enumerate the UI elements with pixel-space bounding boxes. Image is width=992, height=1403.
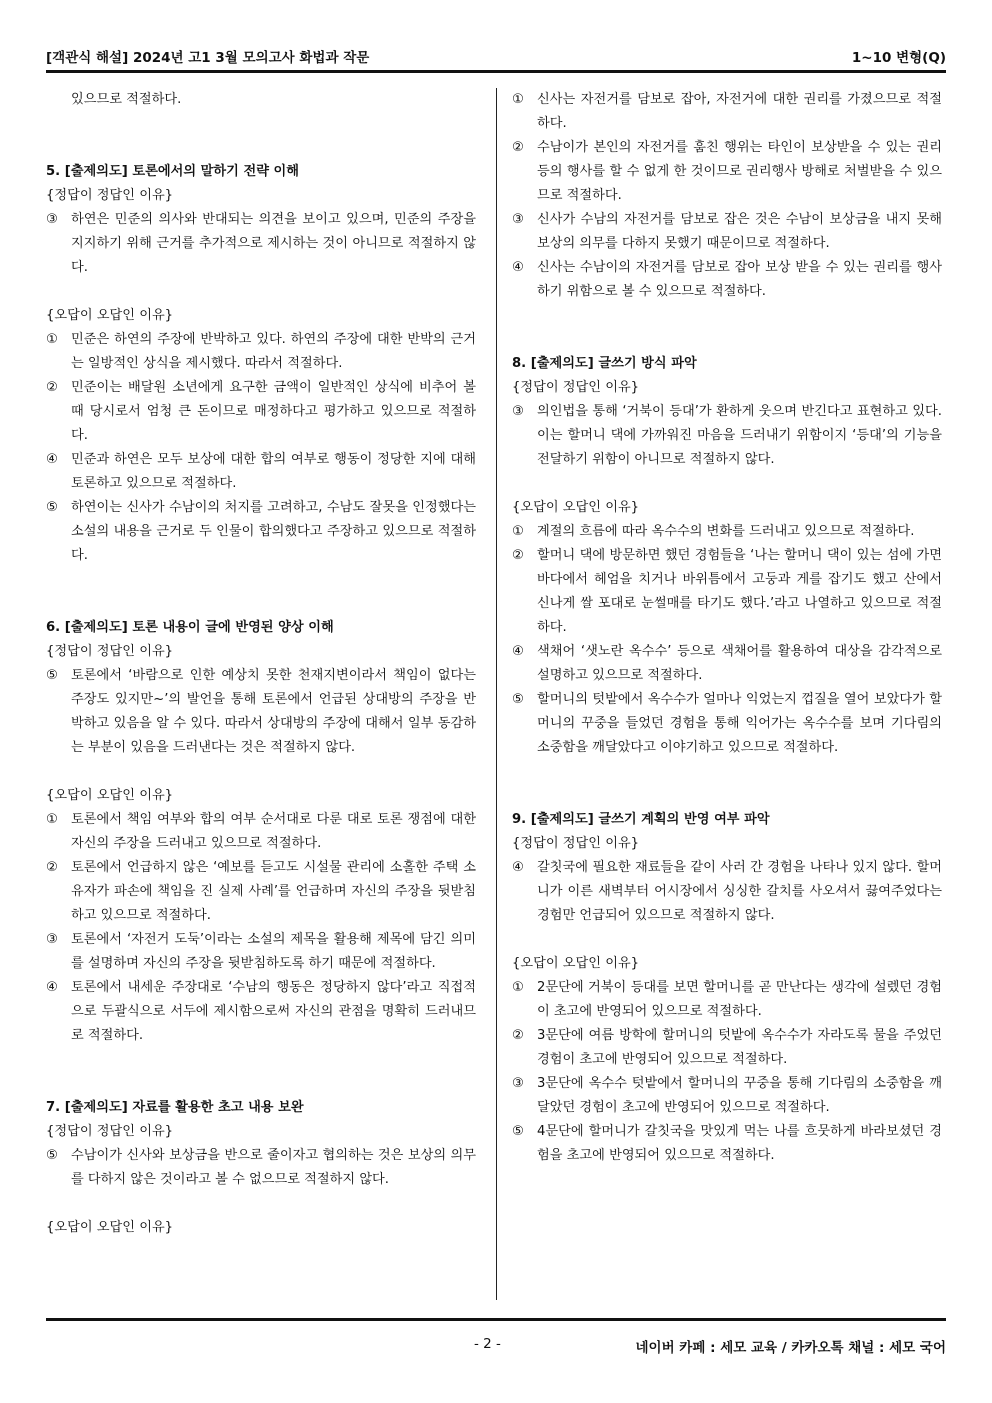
document-title: [객관식 해설] 2024년 고1 3월 모의고사 화법과 작문	[46, 50, 370, 66]
q5-wrong-item: ① 민준은 하연의 주장에 반박하고 있다. 하연의 주장에 대한 반박의 근거는 일방적인 상식을 제시했다. 따라서 적절하다.	[46, 332, 476, 371]
q5-wrong-item: ④ 민준과 하연은 모두 보상에 대한 합의 여부로 행동이 정당한 지에 대해 토론하고 있으므로 적절하다.	[46, 452, 476, 491]
q9-wrong-item: ② 3문단에 여름 방학에 할머니의 텃밭에 옥수수가 자라도록 물을 주었던 경험이 초고에 반영되어 있으므로 적절하다.	[512, 1028, 942, 1067]
q8-correct-item: ③ 의인법을 통해 ‘거북이 등대’가 환하게 웃으며 반긴다고 표현하고 있다. 이는 할머니 댁에 가까워진 마음을 드러내기 위함이지 ‘등대’의 기능을 전달하기 위함이 아니므로 적절하지 않다.	[512, 404, 942, 467]
q9-wrong-item: ③ 3문단에 옥수수 텃밭에서 할머니의 꾸중을 통해 기다림의 소중함을 깨달았던 경험이 초고에 반영되어 있으므로 적절하다.	[512, 1076, 942, 1115]
page-footer	[0, 1335, 946, 1359]
channel-info: 네이버 카페 : 세모 교육 / 카카오톡 채널 : 세모 국어	[635, 1340, 946, 1356]
left-column	[46, 88, 476, 1240]
q7-title: 7. [출제의도] 자료를 활용한 초고 내용 보완	[46, 1100, 304, 1115]
q8-wrong-item: ⑤ 할머니의 텃밭에서 옥수수가 얼마나 익었는지 껍질을 열어 보았다가 할머니의 꾸중을 들었던 경험을 통해 익어가는 옥수수를 보며 기다림의 소중함을 깨달았다고 이야기하고 있으므로 적절하다.	[512, 692, 942, 755]
q9-wrong-label: {오답이 오답인 이유}	[512, 956, 640, 971]
page-number: - 2 -	[474, 1336, 501, 1352]
q8-wrong-label: {오답이 오답인 이유}	[512, 500, 640, 515]
q6-wrong-item: ④ 토론에서 내세운 주장대로 ‘수남의 행동은 정당하지 않다’라고 직접적으로 두괄식으로 서두에 제시함으로써 자신의 관점을 명확히 드러내므로 적절하다.	[46, 980, 476, 1043]
q8-wrong-item: ④ 색채어 ‘샛노란 옥수수’ 등으로 색채어를 활용하여 대상을 감각적으로 설명하고 있으므로 적절하다.	[512, 644, 942, 683]
q5-correct-label: {정답이 정답인 이유}	[46, 188, 174, 203]
header-rule	[46, 70, 946, 73]
question-range: 1~10 변형(Q)	[851, 50, 946, 66]
q7-wrong-label: {오답이 오답인 이유}	[46, 1220, 174, 1235]
q8-correct-label: {정답이 정답인 이유}	[512, 380, 640, 395]
q8-wrong-item: ① 계절의 흐름에 따라 옥수수의 변화를 드러내고 있으므로 적절하다.	[512, 524, 915, 539]
q9-correct-label: {정답이 정답인 이유}	[512, 836, 640, 851]
q9-wrong-item: ① 2문단에 거북이 등대를 보면 할머니를 곧 만난다는 생각에 설렜던 경험이 초고에 반영되어 있으므로 적절하다.	[512, 980, 942, 1019]
continued-text: 있으므로 적절하다.	[71, 92, 182, 107]
q6-title: 6. [출제의도] 토론 내용이 글에 반영된 양상 이해	[46, 620, 334, 635]
q5-wrong-label: {오답이 오답인 이유}	[46, 308, 174, 323]
q5-correct-item: ③ 하연은 민준의 의사와 반대되는 의견을 보이고 있으며, 민준의 주장을 지지하기 위해 근거를 추가적으로 제시하는 것이 아니므로 적절하지 않다.	[46, 212, 476, 275]
q6-wrong-item: ② 토론에서 언급하지 않은 ‘예보를 듣고도 시설물 관리에 소홀한 주택 소유자가 파손에 책임을 진 실제 사례’를 언급하며 자신의 주장을 뒷받침하고 있으므로 적절하다.	[46, 860, 476, 923]
q5-wrong-item: ⑤ 하연이는 신사가 수남이의 처지를 고려하고, 수남도 잘못을 인정했다는 소설의 내용을 근거로 두 인물이 합의했다고 주장하고 있으므로 적절하다.	[46, 500, 476, 563]
page-header	[46, 44, 946, 70]
column-divider	[496, 88, 497, 1300]
q8-title: 8. [출제의도] 글쓰기 방식 파악	[512, 356, 697, 371]
q9-title: 9. [출제의도] 글쓰기 계획의 반영 여부 파악	[512, 812, 770, 827]
q7-correct-item: ⑤ 수남이가 신사와 보상금을 반으로 줄이자고 협의하는 것은 보상의 의무를 다하지 않은 것이라고 볼 수 없으므로 적절하지 않다.	[46, 1148, 476, 1187]
footer-rule	[46, 1318, 946, 1321]
q9-wrong-item: ⑤ 4문단에 할머니가 갈칫국을 맛있게 먹는 나를 흐뭇하게 바라보셨던 경험을 초고에 반영되어 있으므로 적절하다.	[512, 1124, 942, 1163]
q7-wrong-item: ③ 신사가 수남의 자전거를 담보로 잡은 것은 수남이 보상금을 내지 못해 보상의 의무를 다하지 못했기 때문이므로 적절하다.	[512, 212, 942, 251]
q9-correct-item: ④ 갈칫국에 필요한 재료들을 같이 사러 간 경험을 나타나 있지 않다. 할머니가 이른 새벽부터 어시장에서 싱싱한 갈치를 사오셔서 끓여주었다는 경험만 언급되어 있으므로 적절하지 않다.	[512, 860, 942, 923]
q7-wrong-item: ① 신사는 자전거를 담보로 잡아, 자전거에 대한 권리를 가졌으므로 적절하다.	[512, 92, 942, 131]
q6-wrong-item: ① 토론에서 책임 여부와 합의 여부 순서대로 다룬 대로 토론 쟁점에 대한 자신의 주장을 드러내고 있으므로 적절하다.	[46, 812, 476, 851]
q8-wrong-item: ② 할머니 댁에 방문하면 했던 경험들을 ‘나는 할머니 댁이 있는 섬에 가면 바다에서 헤엄을 치거나 바위틈에서 고둥과 게를 잡기도 했고 산에서 신나게 쌀 포대로 눈썰매를 타기도 했다.’라고 나열하고 있으므로 적절하다.	[512, 548, 942, 635]
right-column	[512, 88, 942, 1168]
q6-wrong-item: ③ 토론에서 ‘자전거 도둑’이라는 소설의 제목을 활용해 제목에 담긴 의미를 설명하며 자신의 주장을 뒷받침하도록 하기 때문에 적절하다.	[46, 932, 476, 971]
q7-wrong-item: ② 수남이가 본인의 자전거를 훔친 행위는 타인이 보상받을 수 있는 권리 등의 행사를 할 수 없게 한 것이므로 권리행사 방해로 처벌받을 수 있으므로 적절하다.	[512, 140, 942, 203]
q5-title: 5. [출제의도] 토론에서의 말하기 전략 이해	[46, 164, 300, 179]
q6-correct-item: ⑤ 토론에서 ‘바람으로 인한 예상치 못한 천재지변이라서 책임이 없다는 주장도 있지만~’의 발언을 통해 토론에서 언급된 상대방의 주장을 반박하고 있음을 알 수 있다. 따라서 상대방의 주장에 대해서 일부 동감하는 부분이 있음을 드러낸다는 것은 적절하지 않다.	[46, 668, 476, 755]
q6-correct-label: {정답이 정답인 이유}	[46, 644, 174, 659]
q6-wrong-label: {오답이 오답인 이유}	[46, 788, 174, 803]
q5-wrong-item: ② 민준이는 배달원 소년에게 요구한 금액이 일반적인 상식에 비추어 볼 때 당시로서 엄청 큰 돈이므로 매정하다고 평가하고 있으므로 적절하다.	[46, 380, 476, 443]
q7-wrong-item: ④ 신사는 수남이의 자전거를 담보로 잡아 보상 받을 수 있는 권리를 행사하기 위함으로 볼 수 있으므로 적절하다.	[512, 260, 942, 299]
q7-correct-label: {정답이 정답인 이유}	[46, 1124, 174, 1139]
